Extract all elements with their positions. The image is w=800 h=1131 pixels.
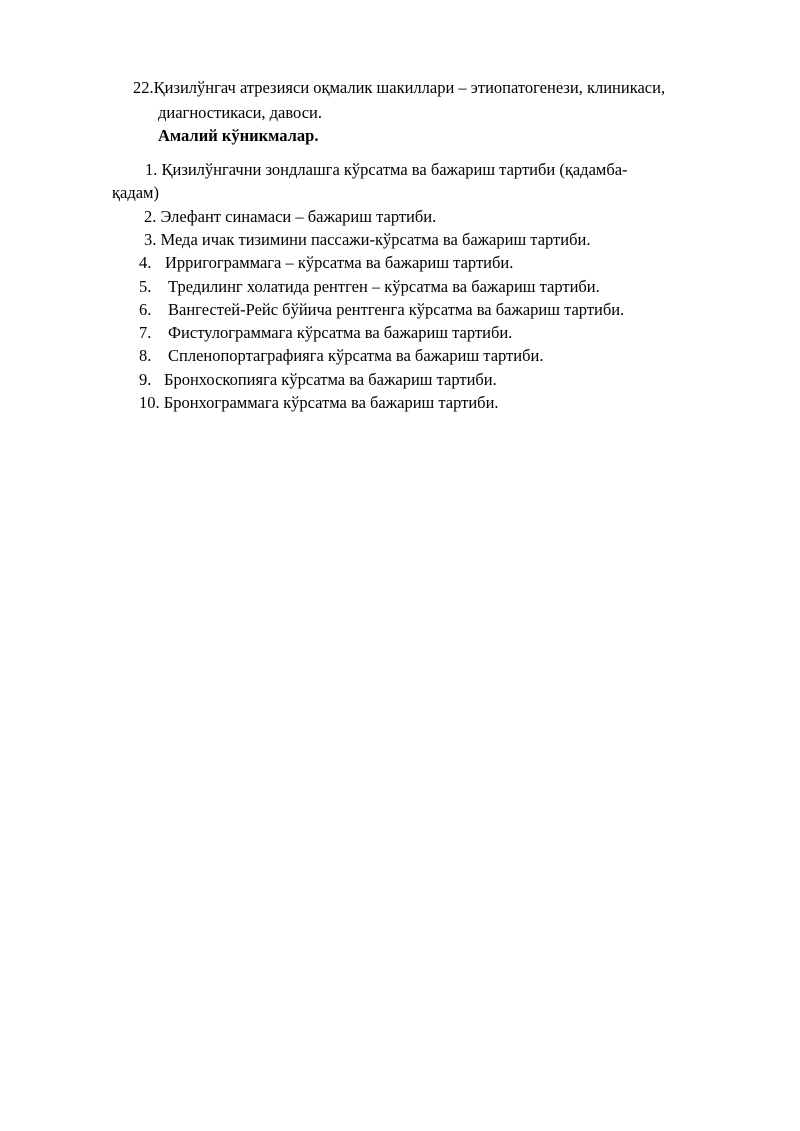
list-item-text: Спленопортаграфияга кўрсатма ва бажариш тартиби. [168, 346, 544, 365]
list-item-number: 3. [144, 230, 157, 249]
list-item-5 [139, 277, 600, 297]
list-item-number: 4. [139, 253, 152, 272]
heading-line-2 [158, 103, 322, 123]
heading-line-1 [133, 78, 665, 98]
heading-number: 22. [133, 78, 154, 97]
list-item-2 [144, 207, 436, 227]
list-item-number: 1. [145, 160, 158, 179]
list-item-text: Тредилинг холатида рентген – кўрсатма ва бажариш тартиби. [168, 277, 600, 296]
list-item-text: қадам) [112, 183, 159, 202]
list-item-6 [139, 300, 624, 320]
list-item-number: 9. [139, 370, 152, 389]
list-item-9 [139, 370, 497, 390]
list-item-text: Қизилўнгачни зондлашга кўрсатма ва бажариш тартиби (қадамба- [161, 160, 628, 179]
list-item-10 [139, 393, 499, 413]
list-item-text: Ирригограммага – кўрсатма ва бажариш тартиби. [165, 253, 514, 272]
list-item-text: Элефант синамаси – бажариш тартиби. [160, 207, 437, 226]
list-item-text: Бронхограммага кўрсатма ва бажариш тартиби. [163, 393, 499, 412]
list-item-number: 5. [139, 277, 152, 296]
list-item-number: 8. [139, 346, 152, 365]
list-item-text: Фистулограммага кўрсатма ва бажариш тартиби. [168, 323, 513, 342]
list-item-3 [144, 230, 590, 250]
list-item-number: 2. [144, 207, 157, 226]
list-item-number: 10. [139, 393, 160, 412]
section-title: Амалий кўникмалар. [158, 126, 319, 145]
list-item-7 [139, 323, 512, 343]
list-item-8 [139, 346, 543, 366]
heading-text-2: диагностикаси, давоси. [158, 103, 323, 122]
list-item-4 [139, 253, 513, 273]
list-item-text: Бронхоскопияга кўрсатма ва бажариш тартиби. [164, 370, 497, 389]
heading-text-1: Қизилўнгач атрезияси оқмалик шакиллари – этиопатогенези, клиникаси, [153, 78, 666, 97]
list-item-text: Меда ичак тизимини пассажи-кўрсатма ва бажариш тартиби. [160, 230, 591, 249]
list-item-number: 7. [139, 323, 152, 342]
list-item-number: 6. [139, 300, 152, 319]
list-item-1-continuation [112, 183, 159, 203]
list-item-1 [145, 160, 628, 180]
list-item-text: Вангестей-Рейс бўйича рентгенга кўрсатма ва бажариш тартиби. [168, 300, 625, 319]
